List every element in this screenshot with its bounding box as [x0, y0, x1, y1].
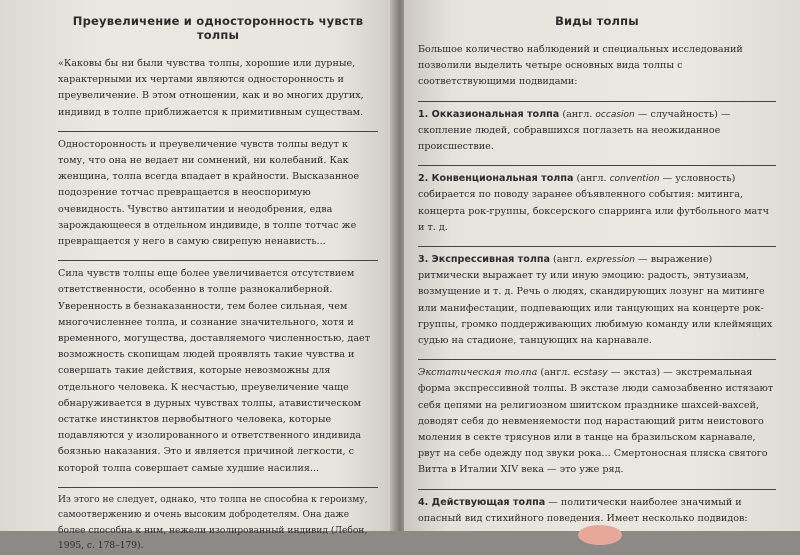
crowd-type-2-text: — условность) собирается по поводу заранее объявленного события: митинга, концерта рок-группы, боксерского спарринга или футбольного матч и т. д. [418, 173, 769, 233]
crowd-type-4-title: 4. Действующая толпа [418, 496, 546, 508]
crowd-subtype-ecstatic-text: — экстаз) — экстремальная форма экспрессивной толпы. В экстазе люди самозабвенно истязают себя цепями на религиозном шиитском празднике шахсей-вахсей, доводят себя до невменяемости под нарастающий ритм неистового моления в секте трясунов или в танце на бразильском карнавале, рвут на себе одежду под звуки рока... Смертоносная пляска святого Витта в Италии XIV века — это уже ряд. [418, 367, 774, 476]
crowd-type-4 [418, 489, 776, 527]
crowd-subtype-ecstatic-title: Экстатическая толпа [418, 367, 538, 379]
crowd-type-1-term: occasion [595, 109, 635, 120]
crowd-type-2-open: (англ. [573, 173, 610, 185]
left-paragraph-2: Односторонность и преувеличение чувств толпы ведут к тому, что она не ведает ни сомнений, ни колебаний. Как женщина, толпа всегда впадает в крайности. Высказанное подозрение тотчас превращается в неоспоримую очевидность. Чувство антипатии и неодобрения, едва зарождающееся в отдельном индивиде, в толпе тотчас же превращается у него в самую свирепую ненависть... [58, 131, 378, 250]
crowd-subtype-ecstatic-term: ecstasy [573, 368, 608, 379]
crowd-type-2-term: convention [609, 174, 660, 185]
crowd-type-4-text: — политически наиболее значимый и опасный вид стихийного поведения. Имеет несколько подвидов: [418, 496, 748, 524]
crowd-type-1 [418, 101, 776, 156]
right-intro: Большое количество наблюдений и специальных исследований позволили выделить четыре основных вида толпы с соответствующими подвидами: [418, 44, 743, 88]
crowd-type-3-title: 3. Экспрессивная толпа [418, 254, 550, 266]
crowd-type-2 [418, 165, 776, 236]
left-paragraph-4: Из этого не следует, однако, что толпа не способна к героизму, самоотвержению и очень высоким добродетелям. Она даже более способна к ним, нежели изолированный индивид (Лебон, 1995, с. 178–179). [58, 487, 378, 555]
crowd-type-3-open: (англ. [549, 254, 587, 266]
crowd-type-1-title: 1. Окказиональная толпа [418, 108, 560, 120]
crowd-type-1-open: (англ. [559, 108, 596, 120]
crowd-subtype-ecstatic [418, 359, 776, 478]
right-page-heading: Виды толпы [555, 14, 639, 28]
crowd-type-2-title: 2. Конвенциональная толпа [418, 173, 574, 185]
crowd-type-3-text: — выражение) ритмически выражает ту или иную эмоцию: радость, энтузиазм, возмущение и т. д. Речь о людях, скандирующих лозунг на митинге или манифестации, подпевающих или танцующих на концерте рок-группы, громко поддерживающих любимую команду или клеймящих судью на стадионе, танцующих на карнавале. [418, 254, 773, 347]
fingertip [578, 525, 622, 545]
left-page-heading: Преувеличение и односторонность чувств толпы [72, 14, 364, 42]
left-page [0, 0, 396, 552]
crowd-type-1-text: — случайность) — скопление людей, собравшихся поглазеть на неожиданное происшествие. [418, 108, 731, 153]
right-page [404, 0, 800, 531]
left-paragraph-1: «Каковы бы ни были чувства толпы, хорошие или дурные, характерными их чертами являются односторонность и преувеличение. В этом отношении, как и во многих других, индивид в толпе приближается к примитивным существам. [58, 58, 364, 118]
crowd-type-3 [418, 246, 776, 349]
left-paragraph-3: Сила чувств толпы еще более увеличивается отсутствием ответственности, особенно в толпе разнокалиберной. Уверенность в безнаказанности, тем более сильная, чем многочисленнее толпа, и сознание значительного, хотя и временного, могущества, доставляемого численностью, дает возможность скопищам людей проявлять такие чувства и совершать такие действия, которые невозможны для отдельного человека. К несчастью, преувеличение чаще обнаруживается в дурных чувствах толпы, атавистическом остатке инстинктов первобытного человека, которые подавляются у изолированного и ответственного индивида боязнью наказания. Это и является причиной легкости, с которой толпа совершает самые худшие насилия... [58, 260, 378, 477]
crowd-subtype-ecstatic-open: (англ. [537, 367, 574, 379]
crowd-type-3-term: expression [586, 255, 635, 266]
